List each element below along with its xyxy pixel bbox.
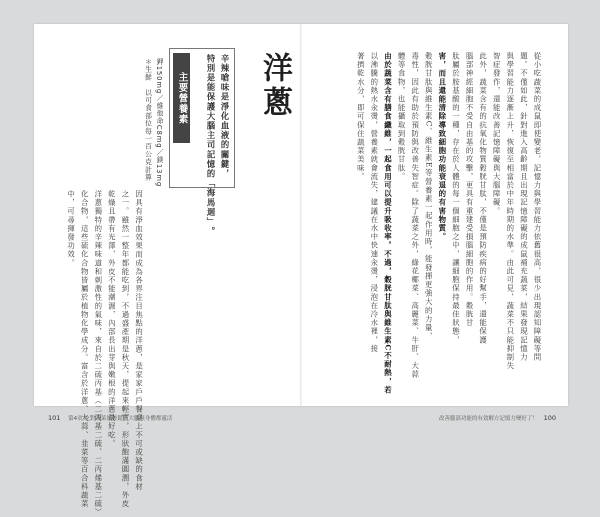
text-column: 著擠乾水分，即可保住蔬菜美味。	[356, 52, 366, 181]
running-head: 改善腦部功能的有效解方記憶力變好了！	[438, 416, 538, 422]
text-column: 乾燥且帶有光澤，外皮不能潮濕，內部長出芽與嫩根的洋蔥最好吃。	[107, 190, 117, 448]
text-column: 害，而且還能清除導致細胞功能衰退的有害物質。	[437, 52, 447, 242]
text-column: 腦部神經細胞不受自由基的攻擊，更具有重建受損腦細胞的作用。穀胱甘	[465, 52, 475, 328]
text-column: 中，可尋揮發功效。	[66, 190, 76, 268]
text-column: 毒性，因此有助於預防與改善失智症。除了蔬菜之外，綠花椰菜、高麗菜、牛肝、大蒜	[410, 52, 420, 379]
text-column: 之一。雖然一整年都能吃到，不過盛產期是秋天，提起來輕實，形狀飽滿圓潤，外皮	[120, 190, 130, 509]
nutrient-line: 鉀150mg／維他命C8mg／鎂13mg	[155, 58, 163, 188]
right-folio	[439, 414, 560, 422]
text-column: 以沸騰的熱水汆燙，營養素就會流失，建議在水中快速汆燙，浸泡在冷水裡，接	[369, 52, 379, 353]
running-head: 吃對蔬菜好輕鬆，大腦與身體都靈活	[84, 416, 173, 422]
book-gutter	[300, 24, 302, 406]
nutrient-box-label: 主要營養素	[173, 53, 190, 143]
text-column: 從小吃蔬菜的成鼠即使變老，記憶力與學習能力依舊很高，很少出現認知障礙等問	[533, 52, 542, 362]
text-column: 因具有淨血效果而成為各界注目焦點的洋蔥，是家家戶戶餐桌上不可或缺的食材	[134, 190, 144, 491]
text-column: 題。不僅如此，針對進入高齡期且出現記憶障礙的成鼠補充蔬菜，結果發現記憶力	[519, 52, 529, 362]
subtitle-line: 辛辣嗆味是淨化血液的關鍵，	[220, 54, 230, 179]
right-page-body	[354, 52, 544, 395]
text-column: 此外，蔬菜含有的抗氧化物質穀胱甘肽，不僅是預防疾病的好幫手，還能保護	[478, 52, 488, 345]
text-column: 智症發作，還能改善記憶障礙與大腦障礙。	[492, 52, 502, 216]
nutrient-details	[141, 58, 164, 187]
text-column: 體等食物，也能攝取到穀胱甘肽。	[397, 52, 407, 181]
text-column: 化合物，這些硫化合物皆屬於植物化學成分。富含於洋蔥、大蒜、韭菜等百合科蔬菜	[80, 190, 90, 509]
left-folio	[44, 414, 172, 422]
text-column: 肽屬於胺基酸的一種，存在於人體的每一個細胞之中，讓細胞保持最佳狀態，	[451, 52, 461, 345]
page-number: 100	[543, 414, 556, 422]
article-title: 洋蔥	[257, 52, 292, 120]
text-column: 與學習能力逐漸上升，恢復至相當於中年時期的水準。由此可見，蔬菜不只能抑制失	[505, 52, 515, 371]
text-column: 由於蔬菜含有膳食纖維，一起食用可以提升吸收率。不過，穀胱甘肽與維生素C不耐熱，若	[383, 52, 393, 395]
text-column: 洋蔥獨特的辛辣味道和刺激性的氣味，來自於二硫丙基（二丙基二硫、二丙烯基二硫）	[93, 190, 103, 517]
book-spread	[34, 24, 568, 517]
nutrient-line: ＊生鮮 以可食部位每一百公克計算	[143, 58, 152, 182]
text-column: 穀胱甘肽與維生素C、維生素E等營養素一起作用時，能發揮更強大的力量，	[424, 52, 434, 341]
chapter-label: 第4章	[68, 416, 83, 422]
page-number: 101	[48, 414, 61, 422]
subtitle-line: 特別是能保護大腦主司記憶的「海馬迴」。	[206, 54, 216, 237]
